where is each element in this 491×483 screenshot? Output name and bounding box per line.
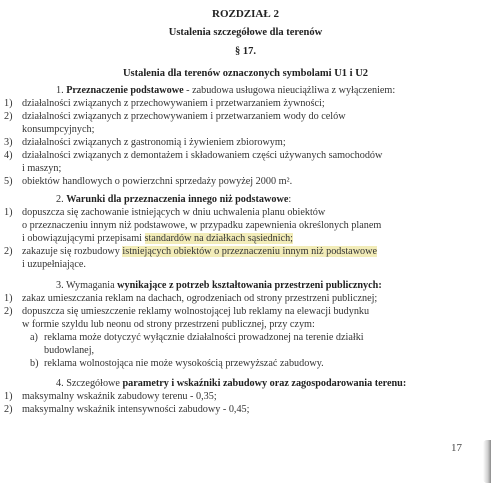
paragraph-title: Ustalenia dla terenów oznaczonych symbolami U1 i U2	[122, 68, 369, 79]
section-2-number: 2.	[56, 194, 64, 205]
highlighted-text: standardów na działkach sąsiednich;	[144, 233, 294, 244]
page-number: 17	[451, 442, 462, 454]
chapter-subtitle: Ustalenia szczegółowe dla terenów	[168, 27, 323, 38]
scan-edge-shadow	[483, 440, 491, 483]
section-3-number: 3.	[56, 280, 64, 291]
section-2-bold: Warunki dla przeznaczenia innego niż podstawowe	[66, 194, 289, 205]
section-1-rest: - zabudowa usługowa nieuciążliwa z wyłączeniem:	[183, 85, 396, 96]
document-page: ROZDZIAŁ 2 Ustalenia szczegółowe dla terenów § 17. Ustalenia dla terenów oznaczonych symbolami U1 i U2 1. Przeznaczenie podstawowe - zabudowa usługowa nieuciążliwa z wyłączeniem: 1) działalności związanych z przechowywaniem i przetwarzaniem żywności; 2) działalności związanych z przechowywaniem i przetwarzaniem wody do celów konsumpcyjnych; 3) działalności związanych z gastronomią i żywieniem zbiorowym; 4) działalności związanych z demontażem i składowaniem części używanych samochodów i maszyn; 5) obiektów handlowych o powierzchni sprzedaży powyżej 2000 m². 2. Warunki dla przeznaczenia innego niż podstawowe: 1) dopuszcza się zachowanie istniejących w dniu uchwalenia planu obiektów o przeznaczeniu innym niż podstawowe, w przypadku zapewnienia określonych planem i obowiązującymi przepisami standardów na działkach sąsiednich; 2) zakazuje się rozbudowy istniejących obiektów o przeznaczeniu innym niż podstawowe i uzupełniające. 3. Wymagania wynikające z potrzeb kształtowania przestrzeni publicznych: 1) zakaz umieszczania reklam na dachach, ogrodzeniach od strony przestrzeni publicznej; 2) dopuszcza się umieszczenie reklamy wolnostojącej lub reklamy na elewacji budynku w formie szyldu lub neonu od strony przestrzeni publicznej, przy czym: a) reklama może dotyczyć wyłącznie działalności prowadzonej na terenie działki budowlanej, b) reklama wolnostojąca nie może wysokością przewyższać zabudowy. 4. Szczegółowe parametry i wskaźniki zabudowy oraz zagospodarowania terenu: 1) maksymalny wskaźnik zabudowy terenu - 0,35; 2) maksymalny wskaźnik intensywności zabudowy - 0,45; 17	[0, 0, 491, 483]
paragraph-number: § 17.	[235, 46, 256, 57]
section-2-heading: 2. Warunki dla przeznaczenia innego niż podstawowe:	[56, 194, 292, 205]
section-1-number: 1.	[56, 85, 64, 96]
section-3-bold: wynikające z potrzeb kształtowania przestrzeni publicznych:	[117, 280, 382, 291]
section-1-bold: Przeznaczenie podstawowe	[66, 85, 184, 96]
section-4-heading: 4. Szczegółowe parametry i wskaźniki zabudowy oraz zagospodarowania terenu:	[56, 378, 407, 389]
section-3-heading: 3. Wymagania wynikające z potrzeb kształtowania przestrzeni publicznych:	[56, 280, 382, 291]
chapter-title: ROZDZIAŁ 2	[212, 8, 279, 20]
section-1-heading	[56, 84, 395, 97]
highlighted-text: istniejących obiektów o przeznaczeniu innym niż podstawowe	[122, 246, 378, 257]
section-4-number: 4.	[56, 378, 64, 389]
section-4-bold: parametry i wskaźniki zabudowy oraz zagospodarowania terenu:	[122, 378, 407, 389]
